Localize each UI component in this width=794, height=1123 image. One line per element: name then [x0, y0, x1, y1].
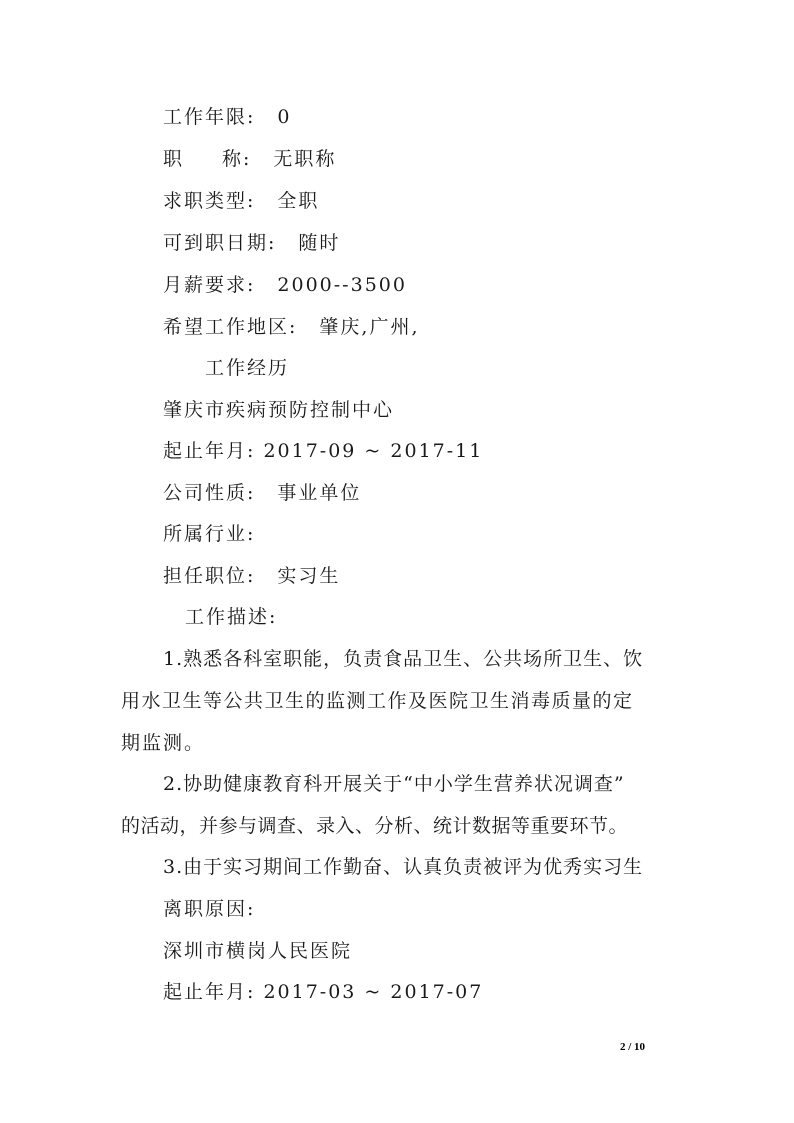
title-value: 无职称: [273, 148, 337, 170]
job1-desc-line: 的活动，并参与调查、录入、分析、统计数据等重要环节。: [121, 815, 629, 837]
job1-company: 肇庆市疾病预防控制中心: [163, 399, 395, 421]
job1-position-label: 担任职位:: [163, 565, 256, 587]
job1-position-row: [163, 564, 340, 588]
job1-industry-label: 所属行业:: [163, 523, 256, 545]
job2-company: 深圳市横岗人民医院: [163, 940, 353, 962]
title-label-b: 称:: [222, 148, 252, 170]
title-label-a: 职: [163, 148, 185, 170]
job-type-row: [163, 189, 319, 213]
job1-desc-line: 用水卫生等公共卫生的监测工作及医院卫生消毒质量的定: [121, 690, 634, 712]
location-value: 肇庆,广州,: [319, 316, 420, 338]
available-row: [163, 231, 340, 255]
job1-nature-row: [163, 481, 361, 505]
work-years-label: 工作年限:: [163, 106, 256, 128]
location-label: 希望工作地区:: [163, 316, 298, 338]
work-years-value: 0: [277, 106, 292, 128]
work-years-row: [163, 105, 292, 129]
job-type-label: 求职类型:: [163, 190, 256, 212]
job1-desc-line: 1.熟悉各科室职能，负责食品卫生、公共场所卫生、饮: [163, 648, 644, 670]
salary-label: 月薪要求:: [163, 274, 256, 296]
location-row: [163, 315, 420, 339]
job2-period: 起止年月: 2017-03 ~ 2017-07: [163, 981, 484, 1003]
job1-leave-reason: 离职原因:: [163, 898, 256, 920]
job1-position-value: 实习生: [277, 565, 341, 587]
page-number: 2 / 10: [620, 1041, 646, 1053]
job1-desc-line: 2.协助健康教育科开展关于“中小学生营养状况调查”: [163, 773, 625, 795]
salary-value: 2000--3500: [277, 274, 407, 296]
salary-row: [163, 273, 407, 297]
job1-desc-line: 3.由于实习期间工作勤奋、认真负责被评为优秀实习生: [163, 856, 644, 878]
job1-period: 起止年月: 2017-09 ~ 2017-11: [163, 440, 484, 462]
job-type-value: 全职: [277, 190, 320, 212]
job1-desc-line: 期监测。: [121, 732, 206, 754]
available-value: 随时: [298, 232, 341, 254]
title-row: [163, 147, 336, 171]
experience-heading: 工作经历: [205, 357, 290, 379]
job1-desc-heading: 工作描述:: [185, 606, 278, 628]
job1-nature-value: 事业单位: [277, 482, 362, 504]
available-label: 可到职日期:: [163, 232, 277, 254]
job1-nature-label: 公司性质:: [163, 482, 256, 504]
